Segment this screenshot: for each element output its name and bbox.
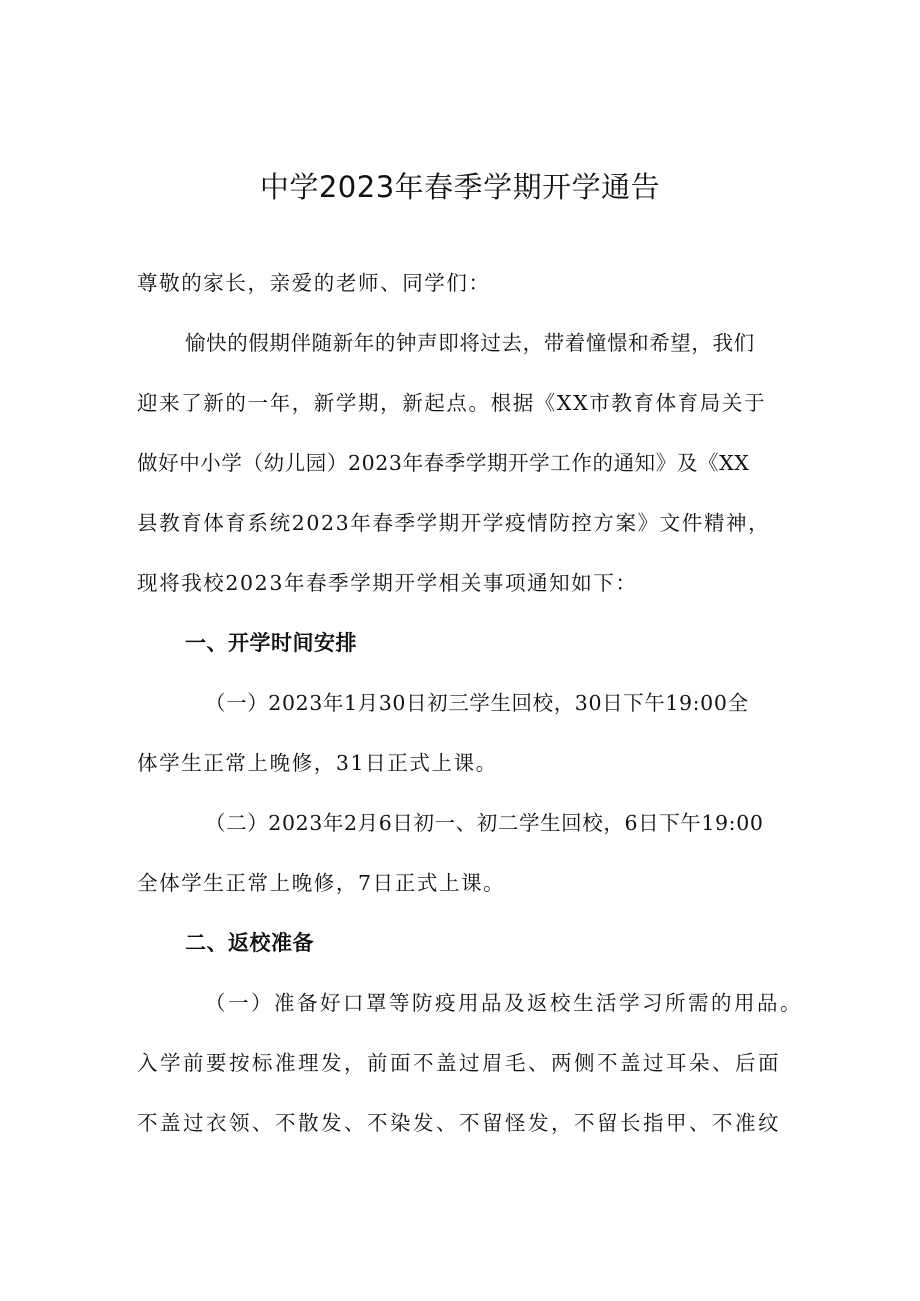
preparation-item-1-line-1: （一）准备好口罩等防疫用品及返校生活学习所需的用品。 bbox=[205, 991, 803, 1015]
intro-line-4: 县教育体育系统2023年春季学期开学疫情防控方案》文件精神， bbox=[137, 511, 771, 535]
intro-line-1: 愉快的假期伴随新年的钟声即将过去，带着憧憬和希望，我们 bbox=[185, 331, 755, 355]
schedule-item-1-line-2: 体学生正常上晚修，31日正式上课。 bbox=[137, 751, 498, 775]
section-heading-preparation: 二、返校准备 bbox=[185, 931, 314, 955]
schedule-item-1-line-1: （一）2023年1月30日初三学生回校，30日下午19:00全 bbox=[205, 691, 749, 715]
schedule-item-2-line-2: 全体学生正常上晚修，7日正式上课。 bbox=[137, 871, 506, 895]
intro-line-3: 做好中小学（幼儿园）2023年春季学期开学工作的通知》及《XX bbox=[137, 451, 750, 475]
document-title: 中学2023年春季学期开学通告 bbox=[259, 170, 661, 204]
preparation-item-1-line-3: 不盖过衣领、不散发、不染发、不留怪发，不留长指甲、不准纹 bbox=[137, 1111, 781, 1135]
schedule-item-2-line-1: （二）2023年2月6日初一、初二学生回校，6日下午19:00 bbox=[205, 811, 764, 835]
section-heading-schedule: 一、开学时间安排 bbox=[185, 631, 357, 655]
preparation-item-1-line-2: 入学前要按标准理发，前面不盖过眉毛、两侧不盖过耳朵、后面 bbox=[137, 1051, 781, 1075]
intro-line-2: 迎来了新的一年，新学期，新起点。根据《XX市教育体育局关于 bbox=[137, 391, 767, 415]
greeting: 尊敬的家长，亲爱的老师、同学们： bbox=[137, 271, 491, 295]
intro-line-5: 现将我校2023年春季学期开学相关事项通知如下： bbox=[137, 571, 638, 595]
